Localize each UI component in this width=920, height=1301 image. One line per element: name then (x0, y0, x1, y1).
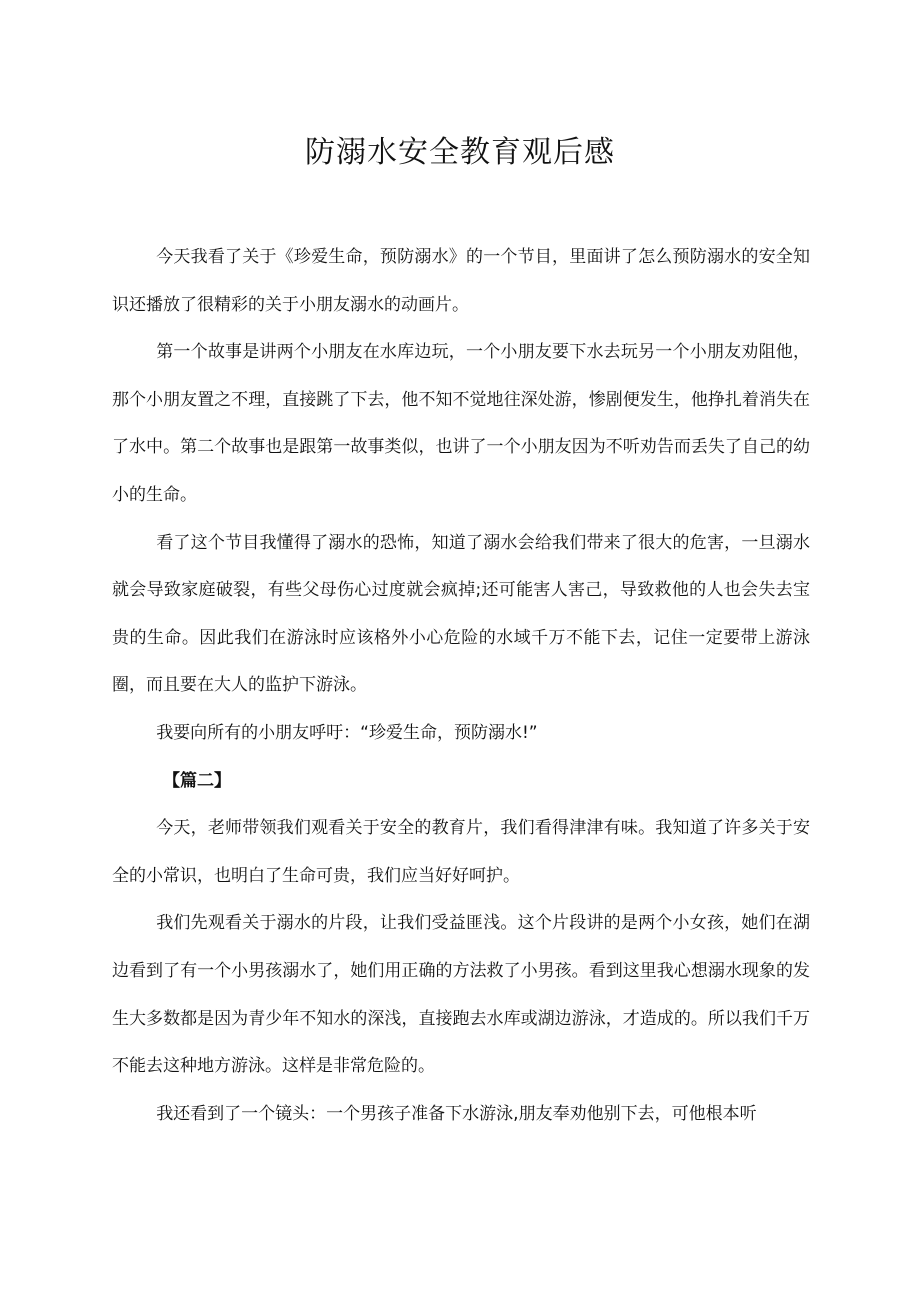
paragraph: 今天我看了关于《珍爱生命，预防溺水》的一个节目，里面讲了怎么预防溺水的安全知识还播放了很精彩的关于小朋友溺水的动画片。 (112, 247, 810, 315)
section-heading: 【篇二】 (163, 770, 231, 791)
paragraph: 第一个故事是讲两个小朋友在水库边玩，一个小朋友要下水去玩另一个小朋友劝阻他，那个小朋友置之不理，直接跳了下去，他不知不觉地往深处游，惨剧便发生，他挣扎着消失在了水中。第二个故事也是跟第一故事类似，也讲了一个小朋友因为不听劝告而丢失了自己的幼小的生命。 (112, 342, 810, 505)
document-body (112, 234, 810, 1138)
document-title: 防溺水安全教育观后感 (305, 135, 615, 170)
paragraph: 我们先观看关于溺水的片段，让我们受益匪浅。这个片段讲的是两个小女孩，她们在湖边看到了有一个小男孩溺水了，她们用正确的方法救了小男孩。看到这里我心想溺水现象的发生大多数都是因为青少年不知水的深浅，直接跑去水库或湖边游泳，才造成的。所以我们千万不能去这种地方游泳。这样是非常危险的。 (112, 913, 810, 1077)
paragraph: 看了这个节目我懂得了溺水的恐怖，知道了溺水会给我们带来了很大的危害，一旦溺水就会导致家庭破裂，有些父母伤心过度就会疯掉;还可能害人害己，导致救他的人也会失去宝贵的生命。因此我们在游泳时应该格外小心危险的水域千万不能下去，记住一定要带上游泳圈，而且要在大人的监护下游泳。 (112, 532, 810, 696)
paragraph: 我要向所有的小朋友呼吁：“珍爱生命，预防溺水!” (156, 722, 538, 743)
paragraph: 我还看到了一个镜头：一个男孩子准备下水游泳,朋友奉劝他别下去，可他根本听 (156, 1103, 757, 1124)
paragraph: 今天，老师带领我们观看关于安全的教育片，我们看得津津有味。我知道了许多关于安全的小常识，也明白了生命可贵，我们应当好好呵护。 (112, 818, 810, 886)
